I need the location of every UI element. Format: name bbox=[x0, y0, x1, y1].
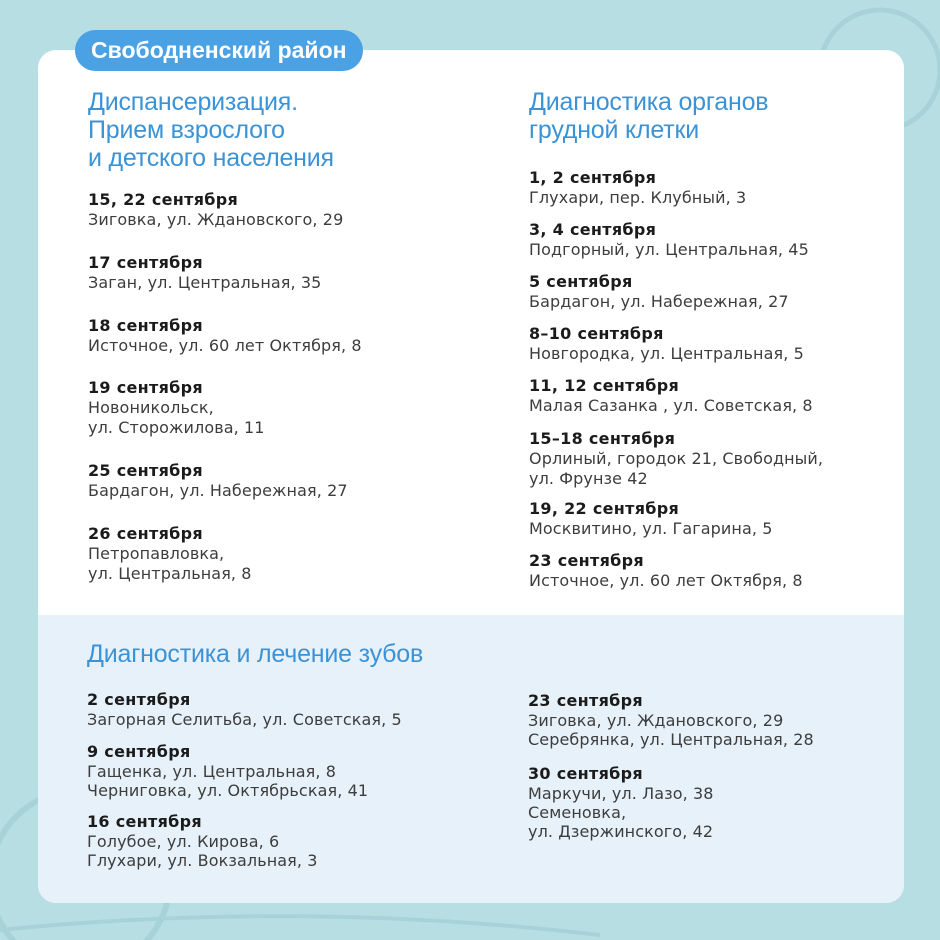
entry-address: Подгорный, ул. Центральная, 45 bbox=[529, 240, 809, 259]
entry-address: Заган, ул. Центральная, 35 bbox=[88, 273, 322, 292]
chest-entry bbox=[529, 429, 823, 489]
entry-date: 15–18 сентября bbox=[529, 429, 676, 448]
entry-address: Бардагон, ул. Набережная, 27 bbox=[529, 292, 789, 311]
entry-address: Загорная Селитьба, ул. Советская, 5 bbox=[87, 710, 402, 729]
entry-date: 23 сентября bbox=[528, 691, 643, 710]
entry-date: 5 сентября bbox=[529, 272, 633, 291]
entry-address: Глухари, пер. Клубный, 3 bbox=[529, 188, 747, 207]
chest-entry bbox=[529, 376, 813, 416]
entry-address: Бардагон, ул. Набережная, 27 bbox=[88, 481, 348, 500]
entry-date: 9 сентября bbox=[87, 742, 191, 761]
dispensary-title: Диспансеризация. Прием взрослого и детского населения bbox=[88, 88, 334, 172]
entry-date: 15, 22 сентября bbox=[88, 190, 239, 209]
entry-address: Орлиный, городок 21, Свободный, ул. Фрунзе 42 bbox=[529, 449, 824, 488]
dispensary-entry bbox=[88, 378, 265, 438]
entry-date: 26 сентября bbox=[88, 524, 203, 543]
district-badge: Свободненский район bbox=[75, 30, 363, 71]
entry-address: Зиговка, ул. Ждановского, 29 Серебрянка, ул. Центральная, 28 bbox=[528, 711, 814, 749]
entry-date: 1, 2 сентября bbox=[529, 168, 657, 187]
entry-date: 3, 4 сентября bbox=[529, 220, 657, 239]
entry-address: Новгородка, ул. Центральная, 5 bbox=[529, 344, 804, 363]
entry-address: Голубое, ул. Кирова, 6 Глухари, ул. Вокзальная, 3 bbox=[87, 832, 318, 870]
entry-date: 17 сентября bbox=[88, 253, 203, 272]
entry-address: Малая Сазанка , ул. Советская, 8 bbox=[529, 396, 813, 415]
entry-address: Источное, ул. 60 лет Октября, 8 bbox=[88, 336, 362, 355]
dispensary-entry bbox=[88, 316, 362, 356]
dental-title: Диагностика и лечение зубов bbox=[87, 640, 424, 668]
chest-entry bbox=[529, 324, 804, 364]
entry-address: Гащенка, ул. Центральная, 8 Черниговка, ул. Октябрьская, 41 bbox=[87, 762, 369, 800]
entry-date: 19, 22 сентября bbox=[529, 499, 680, 518]
dispensary-entry bbox=[88, 461, 348, 501]
chest-entry bbox=[529, 551, 803, 591]
dispensary-entry bbox=[88, 524, 252, 584]
entry-address: Зиговка, ул. Ждановского, 29 bbox=[88, 210, 344, 229]
dental-entry bbox=[87, 812, 318, 870]
chest-title: Диагностика органов грудной клетки bbox=[529, 88, 769, 144]
dental-entry bbox=[87, 742, 368, 800]
entry-date: 18 сентября bbox=[88, 316, 203, 335]
chest-entry bbox=[529, 499, 773, 539]
dental-entry bbox=[87, 690, 402, 729]
dispensary-entry bbox=[88, 253, 321, 293]
entry-address: Петропавловка, ул. Центральная, 8 bbox=[88, 544, 252, 583]
dental-entry bbox=[528, 691, 814, 749]
entry-address: Москвитино, ул. Гагарина, 5 bbox=[529, 519, 773, 538]
dental-entry bbox=[528, 764, 714, 841]
entry-date: 8–10 сентября bbox=[529, 324, 664, 343]
entry-address: Новоникольск, ул. Сторожилова, 11 bbox=[88, 398, 265, 437]
chest-entry bbox=[529, 272, 789, 312]
dispensary-entry bbox=[88, 190, 343, 230]
entry-address: Маркучи, ул. Лазо, 38 Семеновка, ул. Дзержинского, 42 bbox=[528, 784, 714, 841]
entry-date: 16 сентября bbox=[87, 812, 202, 831]
schedule-card bbox=[38, 50, 904, 903]
entry-date: 30 сентября bbox=[528, 764, 643, 783]
chest-entry bbox=[529, 168, 746, 208]
entry-date: 11, 12 сентября bbox=[529, 376, 680, 395]
entry-date: 25 сентября bbox=[88, 461, 203, 480]
entry-date: 23 сентября bbox=[529, 551, 644, 570]
entry-date: 2 сентября bbox=[87, 690, 191, 709]
entry-date: 19 сентября bbox=[88, 378, 203, 397]
chest-entry bbox=[529, 220, 809, 260]
entry-address: Источное, ул. 60 лет Октября, 8 bbox=[529, 571, 803, 590]
